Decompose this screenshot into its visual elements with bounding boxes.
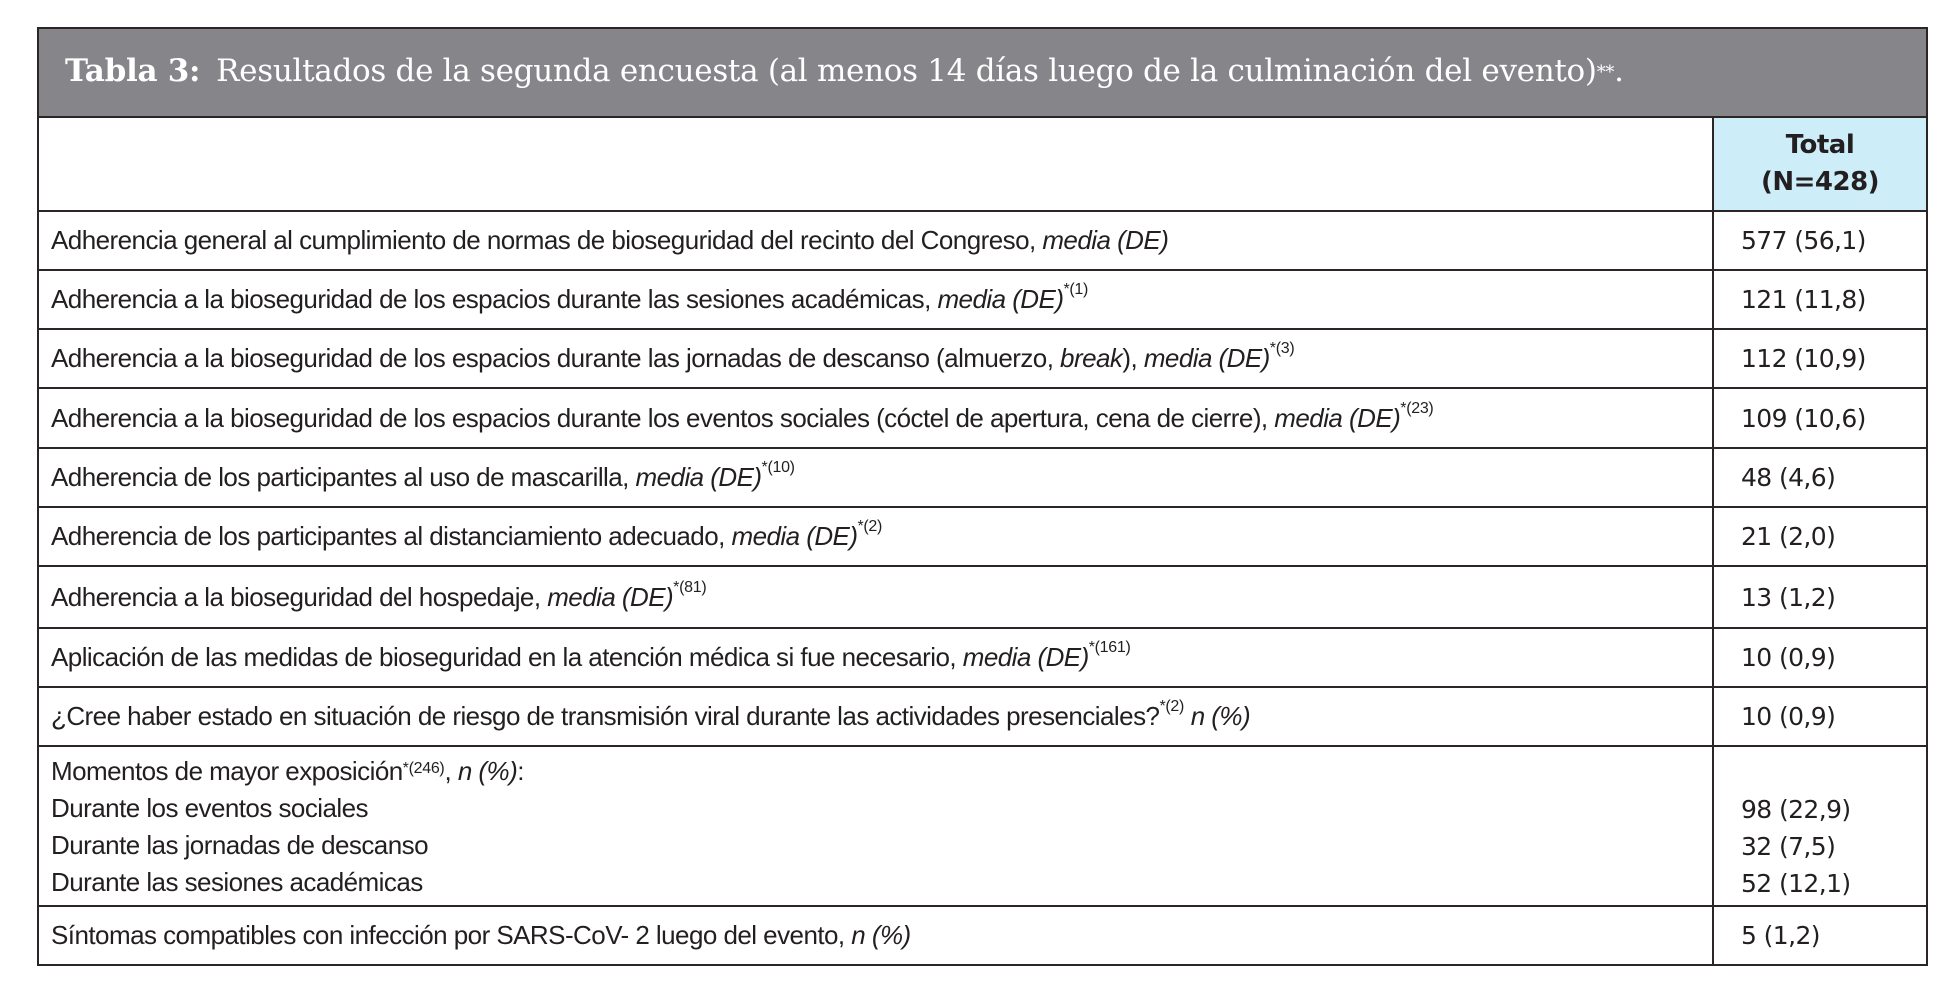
row-label-cell <box>39 629 1714 686</box>
label-text: Momentos de mayor exposición <box>51 756 403 786</box>
header-total-cell <box>1714 118 1926 210</box>
header-total-label: Total <box>1785 130 1855 160</box>
table-row <box>39 271 1926 330</box>
label-text: Adherencia a la bioseguridad de los espacios durante las sesiones académicas, <box>51 284 938 314</box>
header-total-n: (N=428) <box>1760 167 1880 197</box>
table-title <box>39 29 1926 118</box>
row-value-cell <box>1714 449 1926 506</box>
label-text: ¿Cree haber estado en situación de riesgo de transmisión viral durante las actividades presenciales? <box>51 701 1160 731</box>
label-text: media (DE) <box>1042 225 1169 255</box>
row-label-cell <box>39 271 1714 328</box>
table-row <box>39 567 1926 629</box>
row-label-cell <box>39 212 1714 269</box>
label-text: , <box>444 756 458 786</box>
footnote-marker: *(1) <box>1063 281 1089 298</box>
table-title-text: Resultados de la segunda encuesta (al menos 14 días luego de la culminación del evento) <box>216 52 1597 89</box>
table-row <box>39 508 1926 567</box>
row-label-subitem <box>51 864 1712 901</box>
label-text: break <box>1060 343 1123 373</box>
label-text: ), <box>1122 343 1144 373</box>
label-text: n (%) <box>851 920 911 950</box>
row-label-subitem <box>51 790 1712 827</box>
row-value: 112 (10,9) <box>1741 344 1866 373</box>
label-text: Aplicación de las medidas de bioseguridad en la atención médica si fue necesario, <box>51 642 963 672</box>
row-value-cell <box>1714 688 1926 745</box>
row-label-line <box>51 281 1712 315</box>
row-label-cell <box>39 449 1714 506</box>
row-value: 577 (56,1) <box>1741 226 1866 255</box>
label-text: Adherencia a la bioseguridad del hospedaje, <box>51 581 548 612</box>
table-body <box>39 212 1926 966</box>
row-value: 121 (11,8) <box>1741 285 1866 314</box>
label-text: media (DE) <box>731 521 858 551</box>
row-label-line <box>51 340 1712 374</box>
row-label-cell <box>39 330 1714 387</box>
table-row <box>39 907 1926 966</box>
row-label-line <box>51 639 1712 673</box>
row-label-cell <box>39 747 1714 905</box>
row-value: 109 (10,6) <box>1741 403 1866 433</box>
table-row <box>39 330 1926 389</box>
row-label-cell <box>39 389 1714 447</box>
footnote-marker: *(81) <box>673 578 707 596</box>
label-text: media (DE) <box>1143 343 1270 373</box>
results-table <box>37 27 1928 966</box>
row-value-cell <box>1714 567 1926 627</box>
row-label-line <box>51 459 1712 493</box>
row-label-line <box>51 698 1712 732</box>
table-title-footnote-mark: ** <box>1596 61 1615 83</box>
label-text: media (DE) <box>635 462 762 492</box>
row-value-cell <box>1714 907 1926 964</box>
row-label-cell <box>39 688 1714 745</box>
row-label-line <box>51 399 1712 434</box>
row-value: 10 (0,9) <box>1741 702 1836 731</box>
row-label-line <box>51 578 1712 613</box>
row-value-cell <box>1714 629 1926 686</box>
label-text: Durante las jornadas de descanso <box>51 830 428 860</box>
table-row <box>39 629 1926 688</box>
row-value: 13 (1,2) <box>1741 582 1836 612</box>
row-value: 48 (4,6) <box>1741 463 1836 492</box>
table-row <box>39 449 1926 508</box>
row-label-cell <box>39 508 1714 565</box>
label-text: Adherencia de los participantes al uso de mascarilla, <box>51 462 636 492</box>
label-text: Adherencia a la bioseguridad de los espacios durante las jornadas de descanso (almuerzo, <box>51 343 1061 373</box>
table-title-end: . <box>1614 52 1624 89</box>
label-text: Durante las sesiones académicas <box>51 867 423 897</box>
row-value-cell <box>1714 747 1926 905</box>
row-value: 21 (2,0) <box>1741 522 1836 551</box>
row-label-cell <box>39 907 1714 964</box>
label-text: Síntomas compatibles con infección por SARS-CoV- 2 luego del evento, <box>51 920 852 950</box>
row-label-line <box>51 225 1712 256</box>
row-value-cell <box>1714 271 1926 328</box>
header-label-cell <box>39 118 1714 210</box>
row-value: 10 (0,9) <box>1741 643 1836 672</box>
row-label-line <box>51 920 1712 951</box>
footnote-marker: *(23) <box>1400 399 1434 417</box>
label-text: Adherencia general al cumplimiento de normas de bioseguridad del recinto del Congreso, <box>51 225 1043 255</box>
row-value: 52 (12,1) <box>1741 869 1851 898</box>
row-label-cell <box>39 567 1714 627</box>
row-label-heading <box>51 753 1712 790</box>
row-label-subitem <box>51 827 1712 864</box>
label-text: media (DE) <box>962 642 1089 672</box>
table-row <box>39 389 1926 449</box>
table-header-row <box>39 118 1926 212</box>
table-row <box>39 688 1926 747</box>
row-value-cell <box>1714 212 1926 269</box>
table-row <box>39 212 1926 271</box>
label-text: media (DE) <box>1274 402 1401 433</box>
footnote-marker: *(10) <box>761 459 795 476</box>
footnote-marker: *(2) <box>857 518 883 535</box>
label-text: media (DE) <box>937 284 1064 314</box>
row-value: 32 (7,5) <box>1741 832 1836 861</box>
row-value: 98 (22,9) <box>1741 795 1851 824</box>
row-value: 5 (1,2) <box>1741 921 1820 950</box>
label-text: media (DE) <box>547 581 674 612</box>
label-text: : <box>517 756 524 786</box>
label-text: Adherencia de los participantes al distanciamiento adecuado, <box>51 521 732 551</box>
footnote-marker: *(2) <box>1159 698 1185 715</box>
row-value-cell <box>1714 330 1926 387</box>
row-value-cell <box>1714 389 1926 447</box>
row-label-line <box>51 518 1712 552</box>
row-value-cell <box>1714 508 1926 565</box>
footnote-marker: *(3) <box>1269 340 1295 357</box>
label-text: Adherencia a la bioseguridad de los espacios durante los eventos sociales (cóctel de apertura, cena de cierre), <box>51 402 1275 433</box>
table-row <box>39 747 1926 907</box>
table-title-lead: Tabla 3: <box>65 52 201 89</box>
footnote-marker: *(246) <box>402 760 445 777</box>
label-text: n (%) <box>1184 701 1251 731</box>
label-text: Durante los eventos sociales <box>51 793 369 823</box>
footnote-marker: *(161) <box>1088 639 1131 656</box>
label-text: n (%) <box>457 756 518 786</box>
